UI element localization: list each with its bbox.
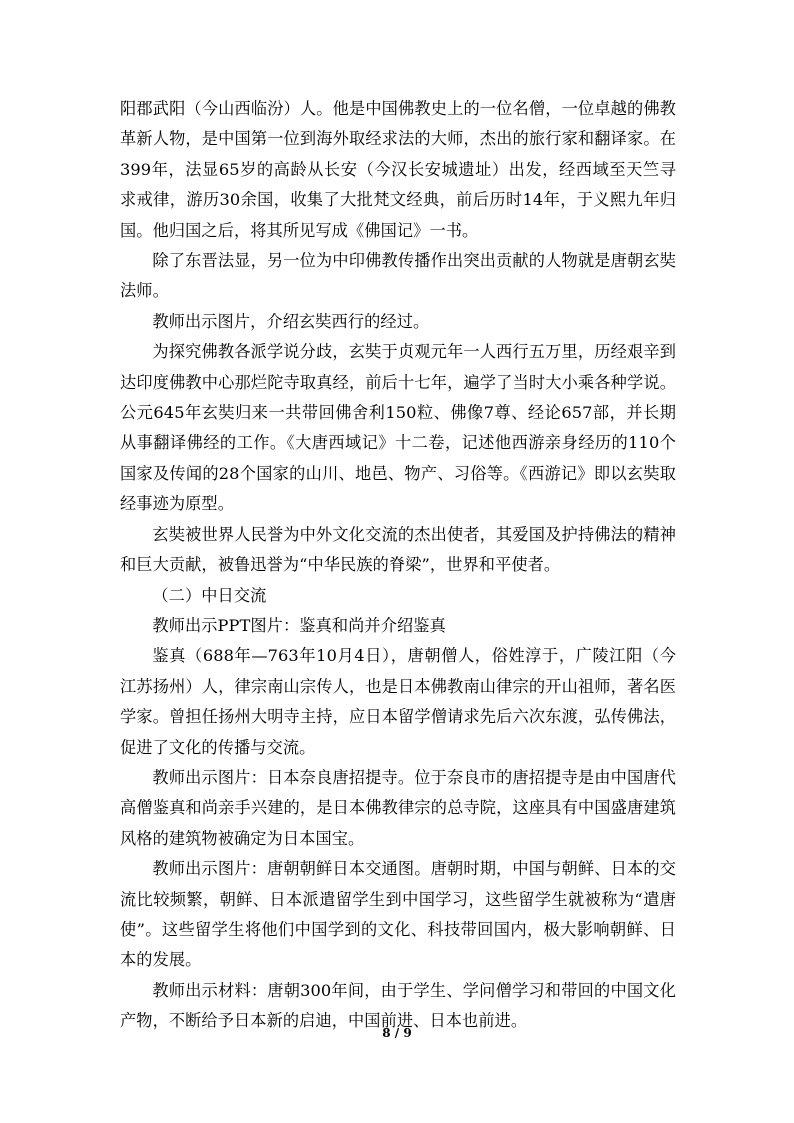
document-body (120, 94, 676, 1037)
paragraph-4: 为探究佛教各派学说分歧，玄奘于贞观元年一人西行五万里，历经艰辛到达印度佛教中心那烂陀寺取真经，前后十七年，遍学了当时大小乘各种学说。公元645年玄奘归来一共带回佛舍利150粒、佛像7尊、经论657部，并长期从事翻译佛经的工作。《大唐西域记》十二卷，记述他西游亲身经历的110个国家及传闻的28个国家的山川、地邑、物产、习俗等。《西游记》即以玄奘取经事迹为原型。 (120, 342, 676, 514)
paragraph-5: 玄奘被世界人民誉为中外文化交流的杰出使者，其爱国及护持佛法的精神和巨大贡献，被鲁迅誉为“中华民族的脊梁”，世界和平使者。 (120, 524, 676, 575)
paragraph-10: 教师出示图片：唐朝朝鲜日本交通图。唐朝时期，中国与朝鲜、日本的交流比较频繁，朝鲜、日本派遣留学生到中国学习，这些留学生就被称为“遣唐使”。这些留学生将他们中国学到的文化、科技带回国内，极大影响朝鲜、日本的发展。 (120, 859, 676, 970)
paragraph-2: 除了东晋法显，另一位为中印佛教传播作出突出贡献的人物就是唐朝玄奘法师。 (120, 251, 676, 301)
paragraph-9: 教师出示图片：日本奈良唐招提寺。位于奈良市的唐招提寺是由中国唐代高僧鉴真和尚亲手兴建的，是日本佛教律宗的总寺院，这座具有中国盛唐建筑风格的建筑物被确定为日本国宝。 (120, 767, 676, 848)
paragraph-8: 鉴真（688年—763年10月4日），唐朝僧人，俗姓淳于，广陵江阳（今江苏扬州）人，律宗南山宗传人，也是日本佛教南山律宗的开山祖师，著名医学家。曾担任扬州大明寺主持，应日本留学僧请求先后六次东渡，弘传佛法，促进了文化的传播与交流。 (120, 646, 676, 757)
section-heading-sino-japanese-exchange: （二）中日交流 (152, 585, 267, 605)
paragraph-3: 教师出示图片，介绍玄奘西行的经过。 (152, 311, 430, 331)
page-number: 8 / 9 (382, 1026, 412, 1040)
paragraph-7: 教师出示PPT图片：鉴真和尚并介绍鉴真 (152, 615, 446, 635)
paragraph-11: 教师出示材料：唐朝300年间，由于学生、学问僧学习和带回的中国文化产物，不断给予日本新的启迪，中国前进、日本也前进。 (120, 980, 676, 1031)
paragraph-1: 阳郡武阳（今山西临汾）人。他是中国佛教史上的一位名僧，一位卓越的佛教革新人物，是中国第一位到海外取经求法的大师，杰出的旅行家和翻译家。在399年，法显65岁的高龄从长安（今汉长安城遗址）出发，经西域至天竺寻求戒律，游历30余国，收集了大批梵文经典，前后历时14年，于义熙九年归国。他归国之后，将其所见写成《佛国记》一书。 (120, 99, 676, 240)
